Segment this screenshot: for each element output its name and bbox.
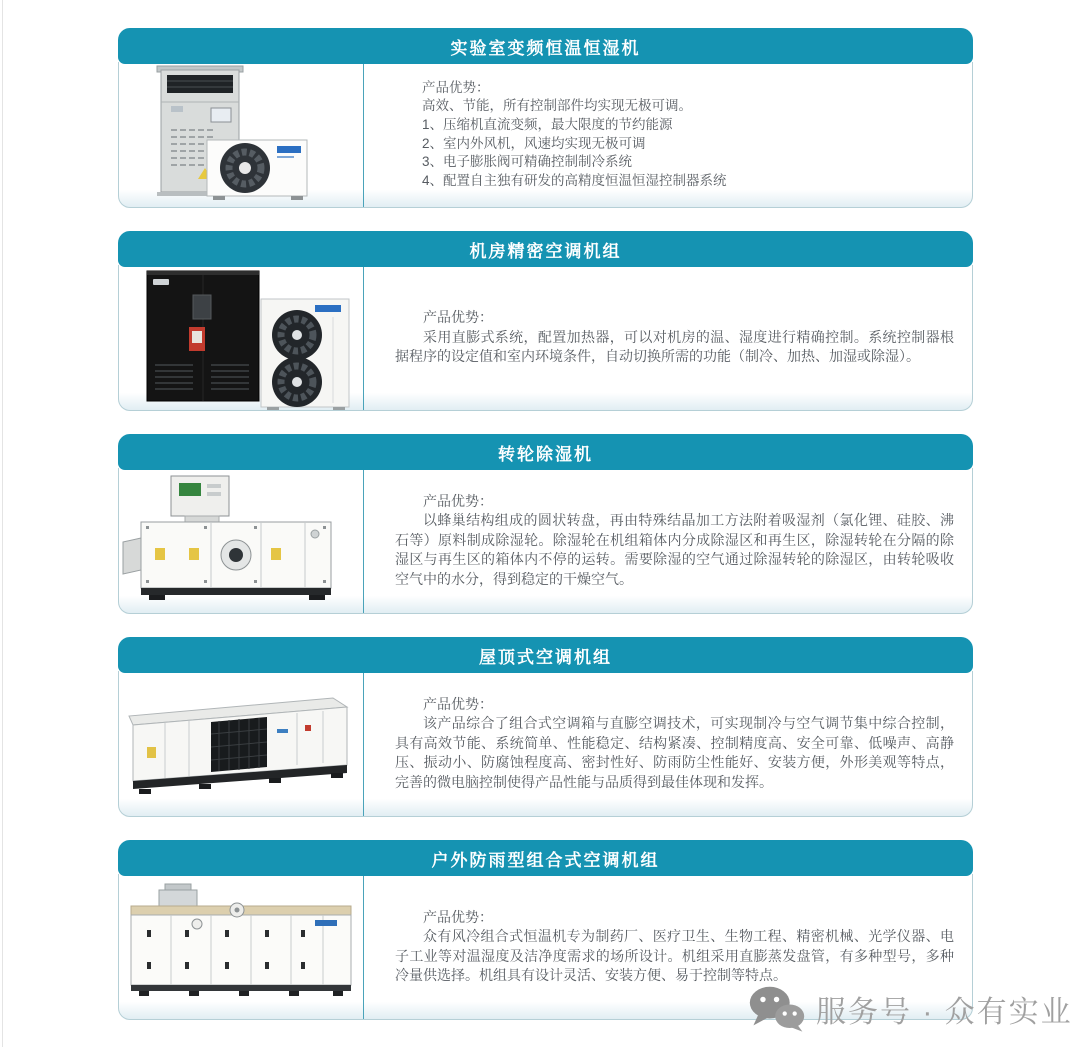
product-title-bar [118, 840, 973, 876]
product-title: 实验室变频恒温恒湿机 [450, 38, 641, 58]
page-edge-line [2, 0, 3, 1047]
product-card-body [118, 62, 973, 208]
watermark-text: 服务号 · 众有实业 [816, 996, 1073, 1029]
advantage-line: 以蜂巢结构组成的圆状转盘，再由特殊结晶加工方法附着吸湿剂（氯化锂、硅胶、沸石等）原料制成除湿轮。除湿轮在机组箱体内分成除湿区和再生区，除湿转轮在分隔的除湿区与再生区的箱体内不停的运转。需要除湿的空气通过除湿转轮的除湿区，由转轮吸收空气中的水分，得到稳定的干燥空气。 [395, 512, 954, 587]
dehumidifier-illustration [119, 468, 363, 613]
product-photo-rooftop-unit [119, 671, 363, 816]
advantage-label: 产品优势： [423, 309, 493, 326]
product-photo-outdoor-unit [119, 874, 363, 1019]
rooftop-unit-illustration [119, 671, 363, 816]
product-description [363, 468, 972, 613]
lab-unit-illustration [119, 62, 363, 208]
product-photo-lab-unit [119, 62, 363, 207]
precision-ac-illustration [119, 265, 363, 411]
product-card-dehumidifier [118, 434, 973, 614]
product-title-bar [118, 637, 973, 673]
advantage-line: 高效、节能，所有控制部件均实现无极可调。 [422, 98, 692, 114]
product-title-bar [118, 434, 973, 470]
advantage-line: 2、室内外风机，风速均实现无极可调 [422, 135, 646, 151]
product-description [363, 62, 972, 207]
outdoor-unit-illustration [119, 874, 363, 1019]
advantage-line: 3、电子膨胀阀可精确控制制冷系统 [422, 154, 633, 170]
advantage-line: 该产品综合了组合式空调箱与直膨空调技术，可实现制冷与空气调节集中综合控制，具有高效节能、系统简单、性能稳定、结构紧凑、控制精度高、安全可靠、低噪声、高静压、振动小、防腐蚀程度高、密封性好、防雨防尘性能好、安装方便，外形美观等特点，完善的微电脑控制使得产品性能与品质得到最佳体现和发挥。 [395, 715, 954, 790]
product-title: 户外防雨型组合式空调机组 [431, 850, 660, 870]
product-card-body [118, 671, 973, 817]
wechat-watermark [748, 984, 1073, 1034]
product-title: 机房精密空调机组 [469, 241, 622, 261]
product-description [363, 265, 972, 410]
product-description [363, 671, 972, 816]
product-photo-precision-ac [119, 265, 363, 410]
product-title-bar [118, 28, 973, 64]
product-card-body [118, 468, 973, 614]
product-title: 转轮除湿机 [498, 444, 593, 464]
product-title-bar [118, 231, 973, 267]
advantage-line: 众有风冷组合式恒温机专为制药厂、医疗卫生、生物工程、精密机械、光学仪器、电子工业等对温湿度及洁净度需求的场所设计。机组采用直膨蒸发盘管，有多种型号，多种冷量供选择。机组具有设计灵活、安装方便、易于控制等特点。 [395, 928, 954, 983]
product-card-body [118, 265, 973, 411]
advantage-label: 产品优势： [423, 492, 493, 509]
product-photo-dehumidifier [119, 468, 363, 613]
advantage-line: 采用直膨式系统，配置加热器，可以对机房的温、湿度进行精确控制。系统控制器根据程序的设定值和室内环境条件，自动切换所需的功能（制冷、加热、加湿或除湿）。 [395, 328, 954, 365]
product-card-lab-unit [118, 28, 973, 208]
product-card-rooftop-unit [118, 637, 973, 817]
wechat-icon [748, 984, 806, 1034]
advantage-line: 4、配置自主独有研发的高精度恒温恒湿控制器系统 [422, 172, 727, 188]
product-title: 屋顶式空调机组 [479, 647, 612, 667]
product-card-precision-ac [118, 231, 973, 411]
advantage-label: 产品优势： [422, 79, 490, 95]
advantage-line: 1、压缩机直流变频，最大限度的节约能源 [422, 116, 673, 132]
advantage-label: 产品优势： [423, 908, 493, 925]
advantage-label: 产品优势： [423, 695, 493, 712]
